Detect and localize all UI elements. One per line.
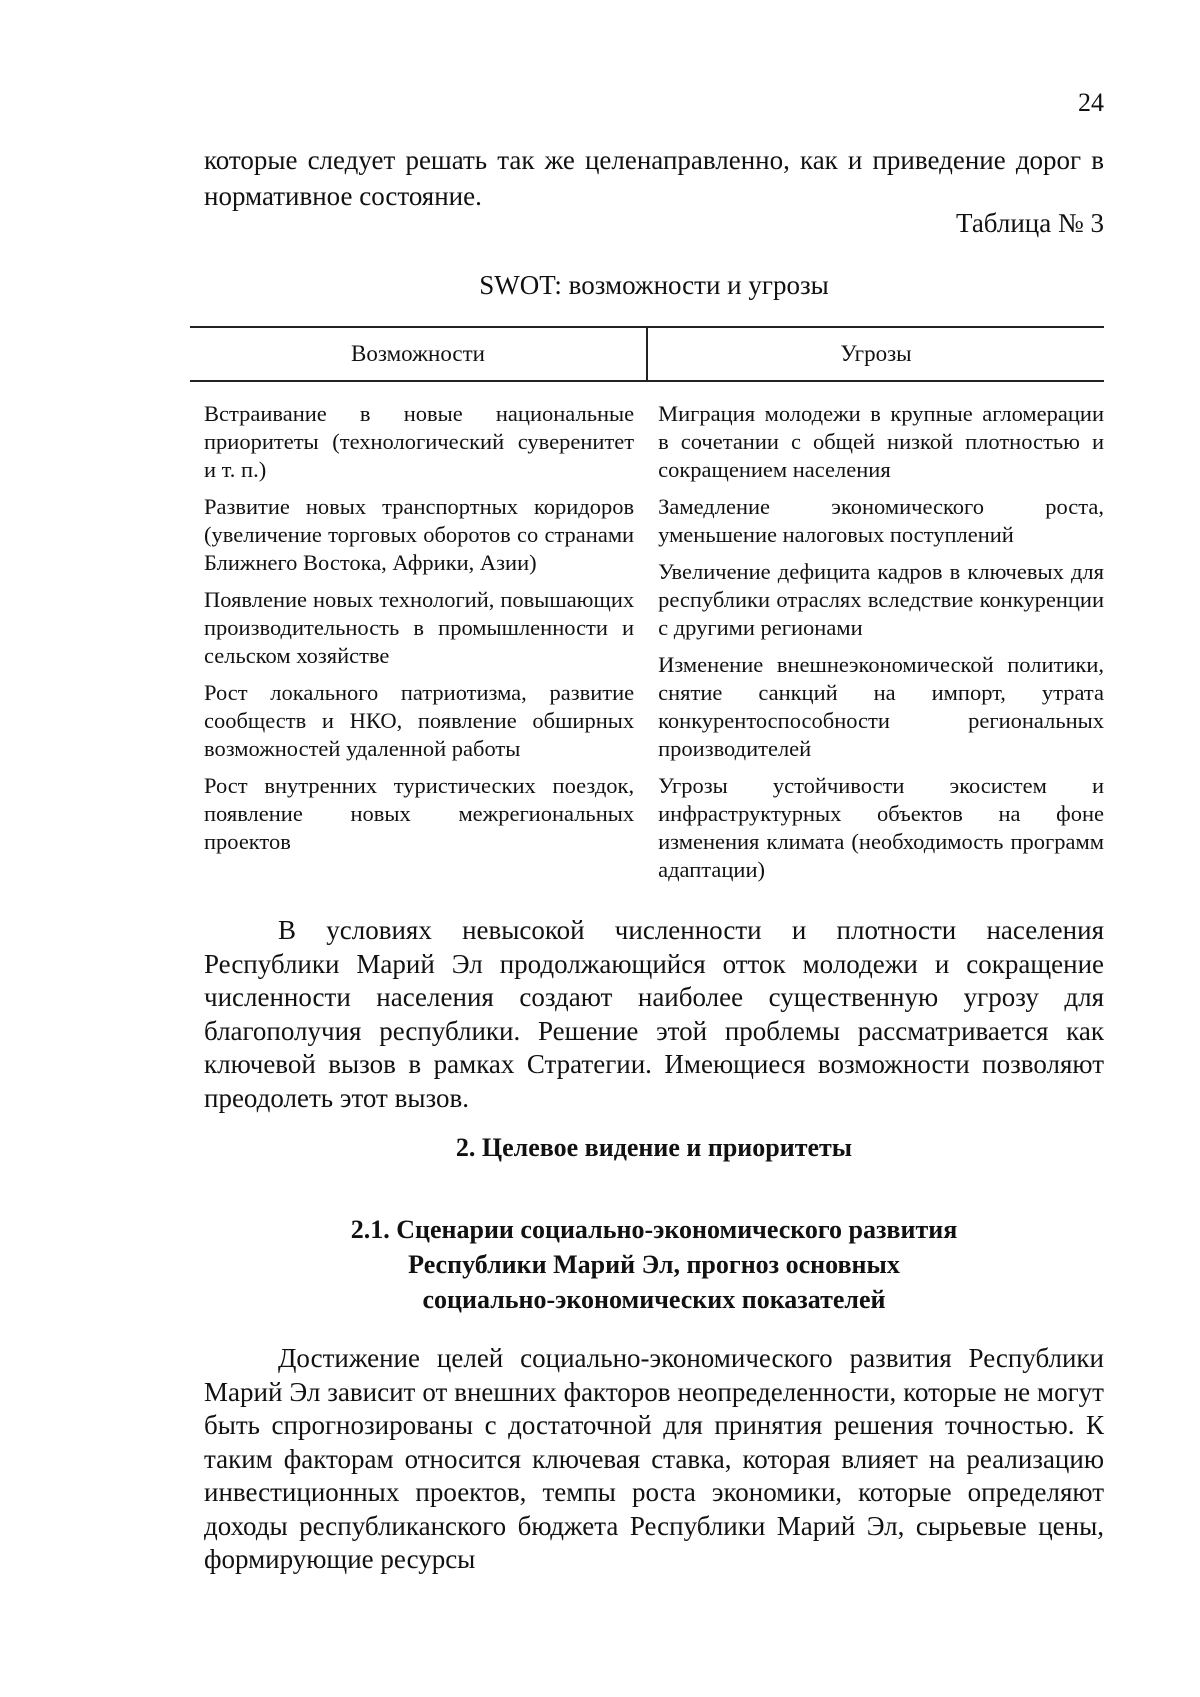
subsection-heading bbox=[204, 1212, 1104, 1317]
table-number: Таблица № 3 bbox=[956, 208, 1104, 238]
threat-item: Увеличение дефицита кадров в ключевых для республики отраслях вследствие конкуренции с другими регионами bbox=[658, 559, 1104, 640]
threat-item: Изменение внешнеэкономической политики, снятие санкций на импорт, утрата конкурентоспособности региональных производителей bbox=[658, 652, 1104, 761]
opportunities-header: Возможности bbox=[190, 328, 648, 380]
opportunity-item: Появление новых технологий, повышающих производительность в промышленности и сельском хозяйстве bbox=[204, 587, 635, 668]
swot-table-body bbox=[190, 382, 1104, 893]
threats-header: Угрозы bbox=[840, 341, 912, 366]
table-title: SWOT: возможности и угрозы bbox=[479, 270, 829, 300]
paragraph-population-threat: В условиях невысокой численности и плотности населения Республики Марий Эл продолжающийся отток молодежи и сокращение численности населения создают наиболее существенную угрозу для благополучия республики. Решение этой проблемы рассматривается как ключевой вызов в рамках Стратегии. Имеющиеся возможности позволяют преодолеть этот вызов. bbox=[204, 915, 1104, 1113]
intro-paragraph: которые следует решать так же целенаправленно, как и приведение дорог в нормативное состояние. bbox=[204, 145, 1104, 211]
page-number: 24 bbox=[1078, 88, 1104, 117]
opportunity-item: Рост локального патриотизма, развитие сообществ и НКО, появление обширных возможностей удаленной работы bbox=[204, 680, 635, 761]
threat-item: Миграция молодежи в крупные агломерации в сочетании с общей низкой плотностью и сокращением населения bbox=[658, 401, 1104, 482]
section-heading: 2. Целевое видение и приоритеты bbox=[455, 1133, 853, 1162]
opportunities-column bbox=[190, 400, 646, 893]
subsection-heading-line: социально-экономических показателей bbox=[422, 1285, 886, 1314]
threat-item: Угрозы устойчивости экосистем и инфраструктурных объектов на фоне изменения климата (необходимость программ адаптации) bbox=[658, 773, 1104, 882]
subsection-heading-line: Республики Марий Эл, прогноз основных bbox=[408, 1250, 900, 1279]
subsection-heading-line: 2.1. Сценарии социально-экономического развития bbox=[350, 1215, 958, 1244]
swot-table-header bbox=[190, 326, 1104, 382]
opportunity-item: Развитие новых транспортных коридоров (увеличение торговых оборотов со странами Ближнего Востока, Африки, Азии) bbox=[204, 494, 635, 575]
threats-column bbox=[646, 400, 1104, 893]
swot-table bbox=[190, 326, 1104, 893]
opportunity-item: Рост внутренних туристических поездок, появление новых межрегиональных проектов bbox=[204, 773, 635, 854]
threat-item: Замедление экономического роста, уменьшение налоговых поступлений bbox=[658, 494, 1104, 547]
opportunity-item: Встраивание в новые национальные приоритеты (технологический суверенитет и т. п.) bbox=[204, 401, 635, 482]
paragraph-uncertainty-factors: Достижение целей социально-экономического развития Республики Марий Эл зависит от внешних факторов неопределенности, которые не могут быть спрогнозированы с достаточной для принятия решения точностью. К таким факторам относится ключевая ставка, которая влияет на реализацию инвестиционных проектов, темпы роста экономики, которые определяют доходы республиканского бюджета Республики Марий Эл, сырьевые цены, формирующие ресурсы bbox=[204, 1343, 1104, 1574]
